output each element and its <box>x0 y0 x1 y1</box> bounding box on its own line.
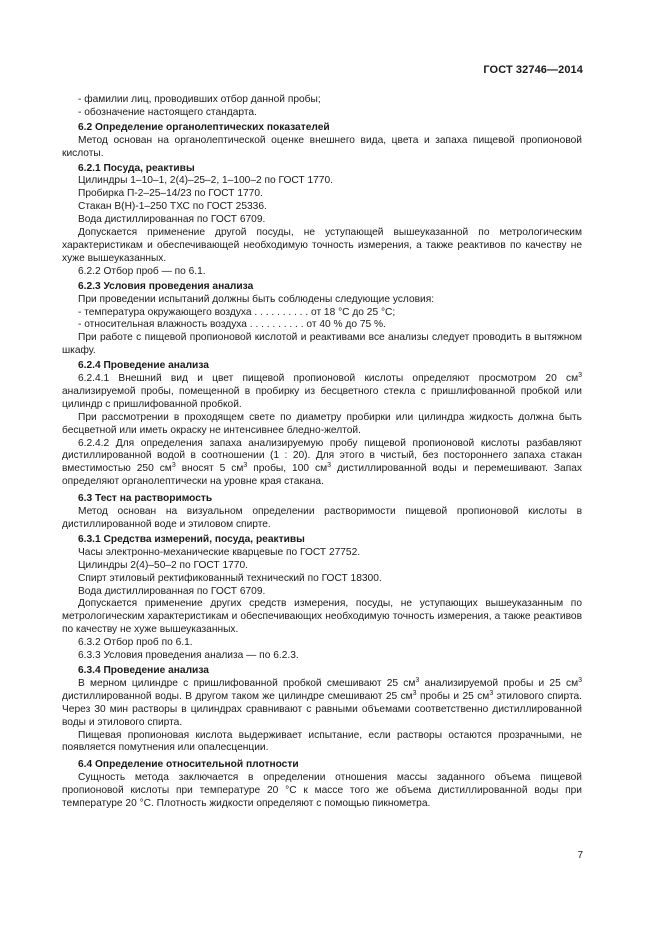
paragraph: Пищевая пропионовая кислота выдерживает испытание, если растворы остаются прозрачными, не появляется помутнения или опалесценции. <box>62 729 582 754</box>
paragraph: Сущность метода заключается в определении отношения массы заданного объема пищевой пропионовой кислоты при температуре 20 °С к массе того же объема дистиллированной воды при температуре 20 °С. Плотность жидкости определяют с помощью пикнометра. <box>62 772 582 810</box>
section-heading-6-2-3: 6.2.3 Условия проведения анализа <box>78 280 254 292</box>
paragraph: При рассмотрении в проходящем свете по диаметру пробирки или цилиндра жидкость должна быть бесцветной или иметь окраску не интенсивнее бледно-желтой. <box>62 411 582 436</box>
section-heading-6-4: 6.4 Определение относительной плотности <box>78 759 299 771</box>
paragraph: 6.2.2 Отбор проб — по 6.1. <box>78 265 206 277</box>
paragraph-6-2-4-1: 6.2.4.1 Внешний вид и цвет пищевой пропионовой кислоты определяют просмотром 20 $см^3$ анализируемой пробы, помещенной в пробирку из бесцветного стекла с пришлифованной пробкой или цилиндр с пришлифованной пробкой. <box>62 372 582 410</box>
list-item: Цилиндры 1–10–1, 2(4)–25–2, 1–100–2 по ГОСТ 1770. <box>78 175 333 187</box>
section-heading-6-2-1: 6.2.1 Посуда, реактивы <box>78 162 195 174</box>
list-item: Вода дистиллированная по ГОСТ 6709. <box>78 214 266 226</box>
paragraph: Допускается применение другой посуды, не уступающей вышеуказанной по метрологическим характеристикам и обеспечивающей необходимую точность измерения, а также реактивов по качеству не хуже вышеуказанных. <box>62 227 582 264</box>
list-item: - обозначение настоящего стандарта. <box>78 106 257 118</box>
section-heading-6-2-4: 6.2.4 Проведение анализа <box>78 360 209 372</box>
condition-humidity: - относительная влажность воздуха . . . . . . . . . . от 40 % до 75 %. <box>78 319 386 331</box>
paragraph-6-2-4-2: 6.2.4.2 Для определения запаха анализируемую пробу пищевой пропионовой кислоты разбавляют дистиллированной водой в соотношении (1 : 20). Для этого в чистый, без постороннего запаха стакан вместимостью 250 $см^3$ вносят 5 $см^3$ пробы, 100 $см^3$ дистиллированной воды и перемешивают. Запах определяют органолептически на уровне края стакана. <box>62 437 582 488</box>
list-item: - фамилии лиц, проводивших отбор данной пробы; <box>78 94 321 105</box>
standard-header: ГОСТ 32746—2014 <box>483 64 583 76</box>
paragraph-6-3-4: В мерном цилиндре с пришлифованной пробкой смешивают 25 $см^3$ анализируемой пробы и 25 $см^3$ дистиллированной воды. В другом таком же цилиндре смешивают 25 $см^3$ пробы и 25 $см^3$ этилового спирта. Через 30 мин растворы в цилиндрах сравнивают с равными объемами соответственно дистиллированной воды и этилового спирта. <box>62 676 582 728</box>
paragraph: 6.3.3 Условия проведения анализа — по 6.2.3. <box>78 650 299 662</box>
condition-temperature: - температура окружающего воздуха . . . . . . . . . . от 18 °С до 25 °С; <box>78 306 396 318</box>
section-heading-6-3-1: 6.3.1 Средства измерений, посуда, реактивы <box>78 533 305 545</box>
section-heading-6-2: 6.2 Определение органолептических показателей <box>78 121 330 133</box>
list-item: Пробирка П-2–25–14/23 по ГОСТ 1770. <box>78 188 263 200</box>
page-number: 7 <box>577 850 583 861</box>
paragraph: При работе с пищевой пропионовой кислотой и реактивами все анализы следует проводить в вытяжном шкафу. <box>62 332 582 357</box>
paragraph: 6.3.2 Отбор проб по 6.1. <box>78 637 193 649</box>
paragraph: Метод основан на визуальном определении растворимости пищевой пропионовой кислоты в дистиллированной воде и этиловом спирте. <box>62 506 582 530</box>
section-heading-6-3: 6.3 Тест на растворимость <box>78 493 213 505</box>
list-item: Цилиндры 2(4)–50–2 по ГОСТ 1770. <box>78 559 248 571</box>
paragraph: Метод основан на органолептической оценке внешнего вида, цвета и запаха пищевой пропионовой кислоты. <box>62 134 582 159</box>
list-item: Вода дистиллированная по ГОСТ 6709. <box>78 585 266 597</box>
section-heading-6-3-4: 6.3.4 Проведение анализа <box>78 664 209 676</box>
paragraph: При проведении испытаний должны быть соблюдены следующие условия: <box>78 293 435 305</box>
paragraph: Допускается применение других средств измерения, посуды, не уступающих вышеуказанным по метрологическим характеристикам и обеспечивающих необходимую точность измерения, а также реактивов по качеству не хуже вышеуказанных. <box>62 598 582 636</box>
list-item: Спирт этиловый ректификованный технический по ГОСТ 18300. <box>78 572 382 584</box>
document-body <box>62 94 582 811</box>
list-item: Стакан В(Н)-1–250 ТХС по ГОСТ 25336. <box>78 201 267 213</box>
list-item: Часы электронно-механические кварцевые по ГОСТ 27752. <box>78 546 361 558</box>
